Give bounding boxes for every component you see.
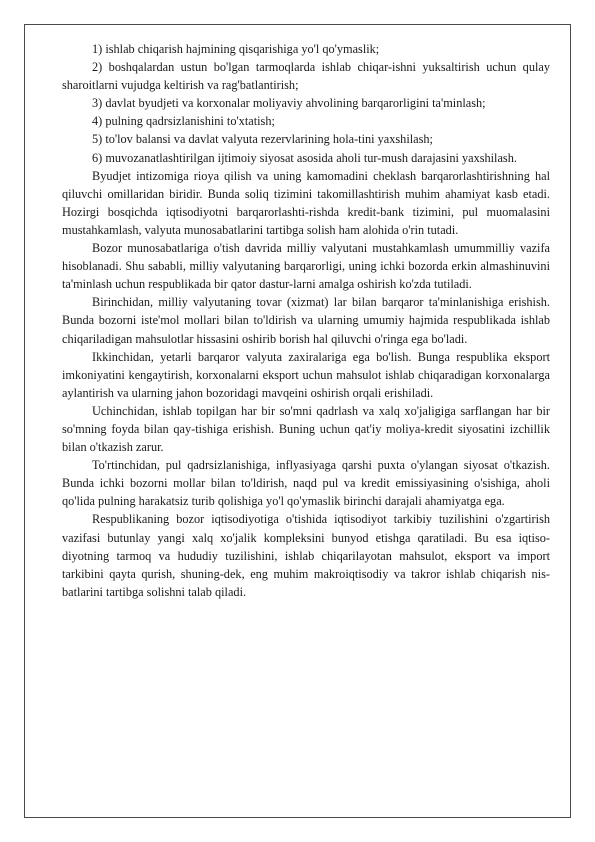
paragraph-fourth-measure: To'rtinchidan, pul qadrsizlanishiga, inflyasiyaga qarshi puxta o'ylangan siyosat o'tkazish. Bunda ichki bozorni mollar bilan to'ldirish, naqd pul va kredit emissiyasining o'sishiga, aholi qo'lida pulning harakatsiz turib qolishiga yo'l qo'ymaslik birinchi darajali ahamiyatga ega.	[62, 458, 550, 509]
paragraph-structural-change: Respublikaning bozor iqtisodiyotiga o'tishida iqtisodiyot tarkibiy tuzilishini o'zgartirish vazifasi butunlay yangi xalq xo'jalik kompleksini bunyod etishga qaratiladi. Bu esa iqtiso-diyotning tarmoq va hududiy tuzilishini, ishlab chiqarilayotan mahsulot, eksport va import tarkibini qayta qurish, shuning-dek, eng muhim makroiqtisodiy va takror ishlab chiqarish nis-batlarini tartibga solishni talab qiladi.	[62, 512, 550, 599]
list-item-1: 1) ishlab chiqarish hajmining qisqarishiga yo'l qo'ymaslik;	[92, 42, 380, 56]
list-item-2: 2) boshqalardan ustun bo'lgan tarmoqlarda ishlab chiqar-ishni yuksaltirish uchun qulay sharoitlarni vujudga keltirish va rag'batlantirish;	[62, 60, 550, 93]
paragraph-first-measure: Birinchidan, milliy valyutaning tovar (xizmat) lar bilan barqaror ta'minlanishiga erishish. Bunda bozorni iste'mol mollari bilan to'ldirish va ularning umumiy hajmida respublikada ishlab chiqariladigan mahsulotlar hissasini oshirib borish hal qiluvchi o'ringa ega bo'ladi.	[62, 295, 550, 346]
paragraph-national-currency: Bozor munosabatlariga o'tish davrida milliy valyutani mustahkamlash umummilliy vazifa hisoblanadi. Shu sababli, milliy valyutaning barqarorligi, uning ichki bozorda erkin almashinuvini ta'minlash uchun respublikada bir qator dastur-larni amalga oshirish ko'zda tutiladi.	[62, 241, 550, 292]
list-item-3: 3) davlat byudjeti va korxonalar moliyaviy ahvolining barqarorligini ta'minlash;	[92, 96, 486, 111]
paragraph-third-measure: Uchinchidan, ishlab topilgan har bir so'mni qadrlash va xalq xo'jaligiga sarflangan har bir so'mning foyda bilan qay-tishiga erishish. Buning uchun qat'iy moliya-kredit siyosatini izchillik bilan o'tkazish zarur.	[62, 403, 550, 455]
document-body	[62, 40, 550, 601]
paragraph-budget-discipline: Byudjet intizomiga rioya qilish va uning kamomadini cheklash barqarorlashtirishning hal qiluvchi omillaridan biridir. Bunda soliq tizimini takomillashtirish muhim ahamiyat kasb etadi. Hozirgi bosqichda iqtisodiyotni barqarorlashti-rishda kredit-bank tizimini, pul muomalasini mustahkamlash, valyuta munosabatlarini tartibga solish ham alohida o'rin tutadi.	[62, 168, 550, 237]
paragraph-second-measure: Ikkinchidan, yetarli barqaror valyuta zaxiralariga ega bo'lish. Bunga respublika eksport imkoniyatini kengaytirish, korxonalarni eksport uchun mahsulot ishlab chiqaradigan korxonalarga aylantirish va ularning jahon bozoridagi mavqeini oshirish orqali erishiladi.	[62, 349, 550, 400]
list-item-4: 4) pulning qadrsizlanishini to'xtatish;	[92, 114, 275, 129]
list-item-5: 5) to'lov balansi va davlat valyuta rezervlarining hola-tini yaxshilash;	[92, 132, 433, 147]
list-item-6: 6) muvozanatlashtirilgan ijtimoiy siyosat asosida aholi tur-mush darajasini yaxshilash.	[92, 150, 517, 165]
